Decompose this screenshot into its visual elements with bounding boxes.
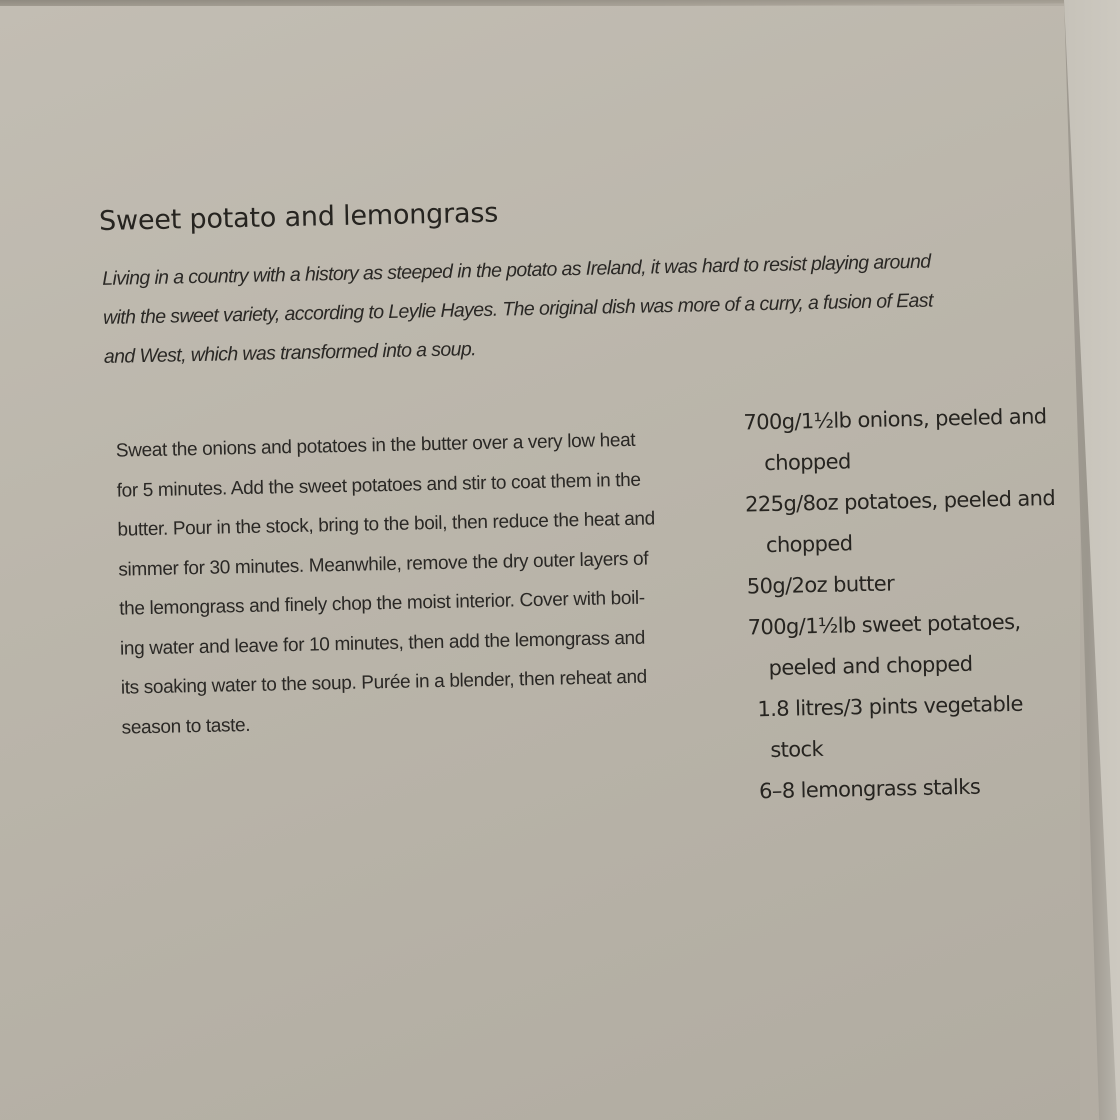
ingredient-text-continued: peeled and chopped [768, 651, 973, 681]
ingredient-item [747, 601, 1079, 690]
method-line: ing water and leave for 10 minutes, then add the lemongrass and [119, 627, 646, 660]
ingredient-item [751, 765, 1082, 813]
ingredient-item [743, 396, 1075, 485]
intro-line: and West, which was transformed into a soup. [103, 338, 477, 368]
method-line: for 5 minutes. Add the sweet potatoes and stir to coat them in the [116, 469, 641, 502]
method-line: its soaking water to the soup. Purée in a blender, then reheat and [120, 666, 648, 699]
method-line: Sweat the onions and potatoes in the butter over a very low heat [115, 429, 636, 462]
ingredient-text-continued: chopped [765, 531, 853, 558]
ingredient-text: 1.8 litres/3 pints vegetable [757, 691, 1024, 722]
ingredient-list [743, 396, 1082, 813]
method-line: butter. Pour in the stock, bring to the boil, then reduce the heat and [117, 508, 656, 541]
ingredient-text: 50g/2oz butter [746, 571, 895, 599]
ingredient-text: 225g/8oz potatoes, peeled and [744, 486, 1056, 517]
ingredient-text: 700g/1½lb sweet potatoes, [747, 609, 1021, 640]
ingredient-item [745, 478, 1077, 567]
method-line: the lemongrass and finely chop the moist interior. Cover with boil- [118, 587, 646, 620]
ingredient-text: 700g/1½lb onions, peeled and [743, 404, 1047, 435]
method-line: season to taste. [121, 714, 251, 739]
recipe-title: Sweet potato and lemongrass [98, 197, 499, 237]
recipe-method [115, 419, 721, 747]
ingredient-item [746, 560, 1077, 608]
method-line: simmer for 30 minutes. Meanwhile, remove the dry outer layers of [118, 548, 649, 581]
ingredient-text-continued: stock [770, 736, 824, 763]
intro-line: Living in a country with a history as steeped in the potato as Ireland, it was hard to resist playing around [102, 250, 931, 290]
ingredient-text-continued: chopped [764, 449, 851, 476]
ingredient-item [749, 683, 1081, 772]
ingredient-text: 6–8 lemongrass stalks [758, 774, 981, 804]
recipe-intro [102, 240, 1064, 377]
intro-line: with the sweet variety, according to Leylie Hayes. The original dish was more of a curry, a fusion of East [102, 289, 933, 329]
